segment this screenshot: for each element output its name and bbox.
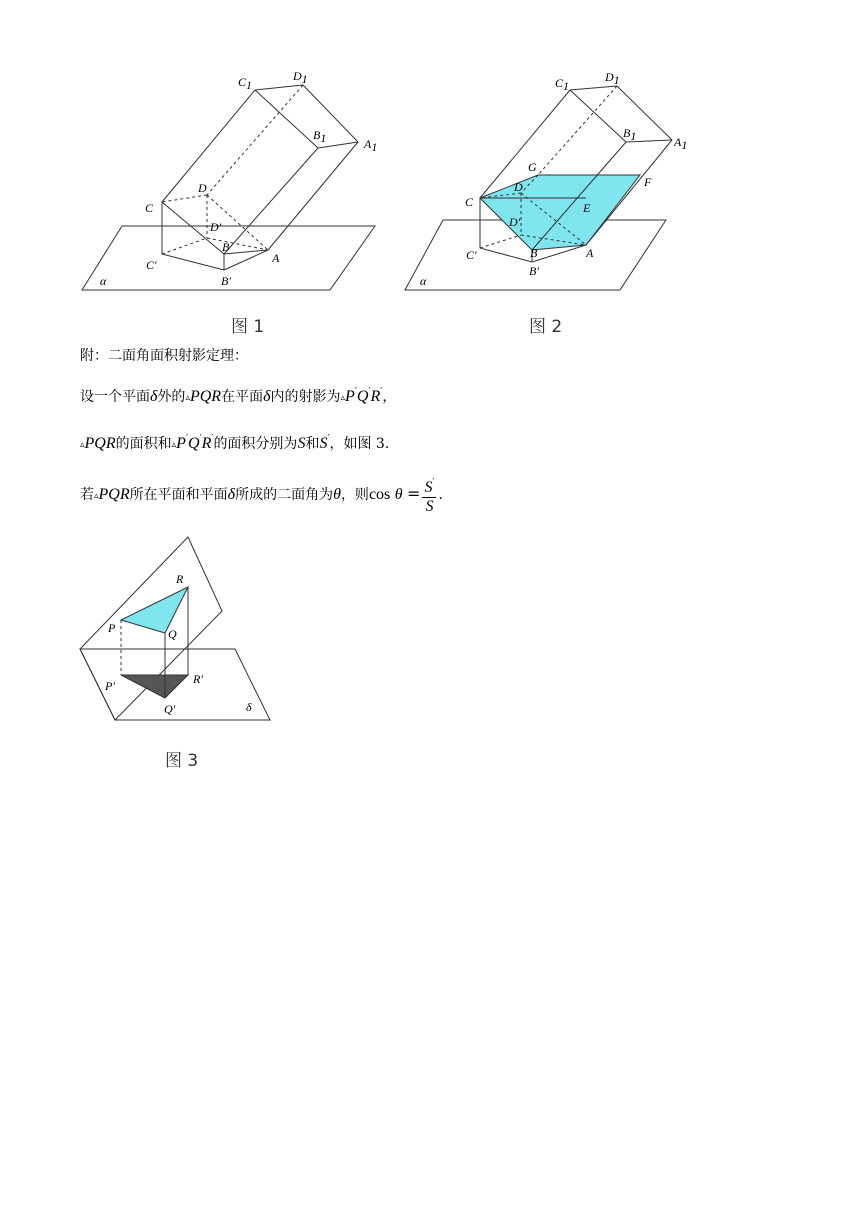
label-d1: D1 [605, 70, 620, 87]
figure-2-caption: 图 2 [529, 317, 563, 337]
fraction-s-prime-over-s: $\frac{S'}{S}$ [422, 474, 436, 516]
label-a1: A1 [674, 135, 688, 152]
appendix-heading: 附：二面角面积射影定理： [80, 348, 248, 364]
label-b: B [530, 246, 538, 260]
figure-2-prism-section-diagram [395, 50, 695, 350]
label-b: B [222, 240, 230, 254]
label-q-prime: Q′ [164, 702, 176, 716]
label-g: G [528, 160, 537, 174]
theorem-line-1: 设一个平面δ外的▵PQR在平面δ内的射影为▵P′Q′R′， [80, 387, 397, 405]
figure-3-projection-diagram [70, 530, 290, 730]
label-a: A [586, 246, 594, 260]
label-c: C [465, 195, 474, 209]
label-e: E [583, 201, 591, 215]
label-c1: C1 [238, 75, 253, 92]
label-d: D [514, 180, 523, 194]
label-a: A [272, 251, 280, 265]
figure-1-caption: 图 1 [231, 317, 265, 337]
label-a1: A1 [364, 137, 378, 154]
label-delta: δ [246, 700, 252, 714]
label-c: C [145, 201, 154, 215]
label-d-prime: D′ [210, 220, 222, 234]
label-r-prime: R′ [193, 672, 203, 686]
label-d: D [198, 181, 207, 195]
label-q: Q [168, 627, 177, 641]
label-r: R [176, 572, 184, 586]
label-b-prime: B′ [529, 264, 539, 278]
figure-3-caption: 图 3 [165, 751, 199, 771]
triangle-pqr [121, 587, 188, 633]
label-c1: C1 [555, 76, 570, 93]
label-f: F [644, 175, 652, 189]
section-cgfab [480, 175, 640, 250]
label-alpha: α [420, 274, 427, 288]
projected-triangle [121, 675, 188, 698]
theorem-line-3: 若▵PQR所在平面和平面δ所成的二面角为θ，则cos θ = $\frac{S'}{S}$ . [80, 474, 443, 516]
label-alpha: α [100, 274, 107, 288]
figure-1-prism-diagram [70, 50, 450, 350]
label-b-prime: B′ [221, 274, 231, 288]
label-p-prime: P′ [105, 679, 115, 693]
theorem-line-2: ▵PQR的面积和▵P′Q′R′的面积分别为S和S′，如图 3. [80, 434, 390, 452]
label-d1: D1 [293, 69, 308, 86]
hidden-edges [162, 85, 303, 254]
label-p: P [108, 621, 116, 635]
label-c-prime: C′ [146, 258, 157, 272]
label-d-prime: D′ [509, 215, 521, 229]
label-b1: B1 [623, 126, 637, 143]
label-b1: B1 [313, 128, 327, 145]
label-c-prime: C′ [466, 248, 477, 262]
prism-edges [162, 85, 358, 270]
